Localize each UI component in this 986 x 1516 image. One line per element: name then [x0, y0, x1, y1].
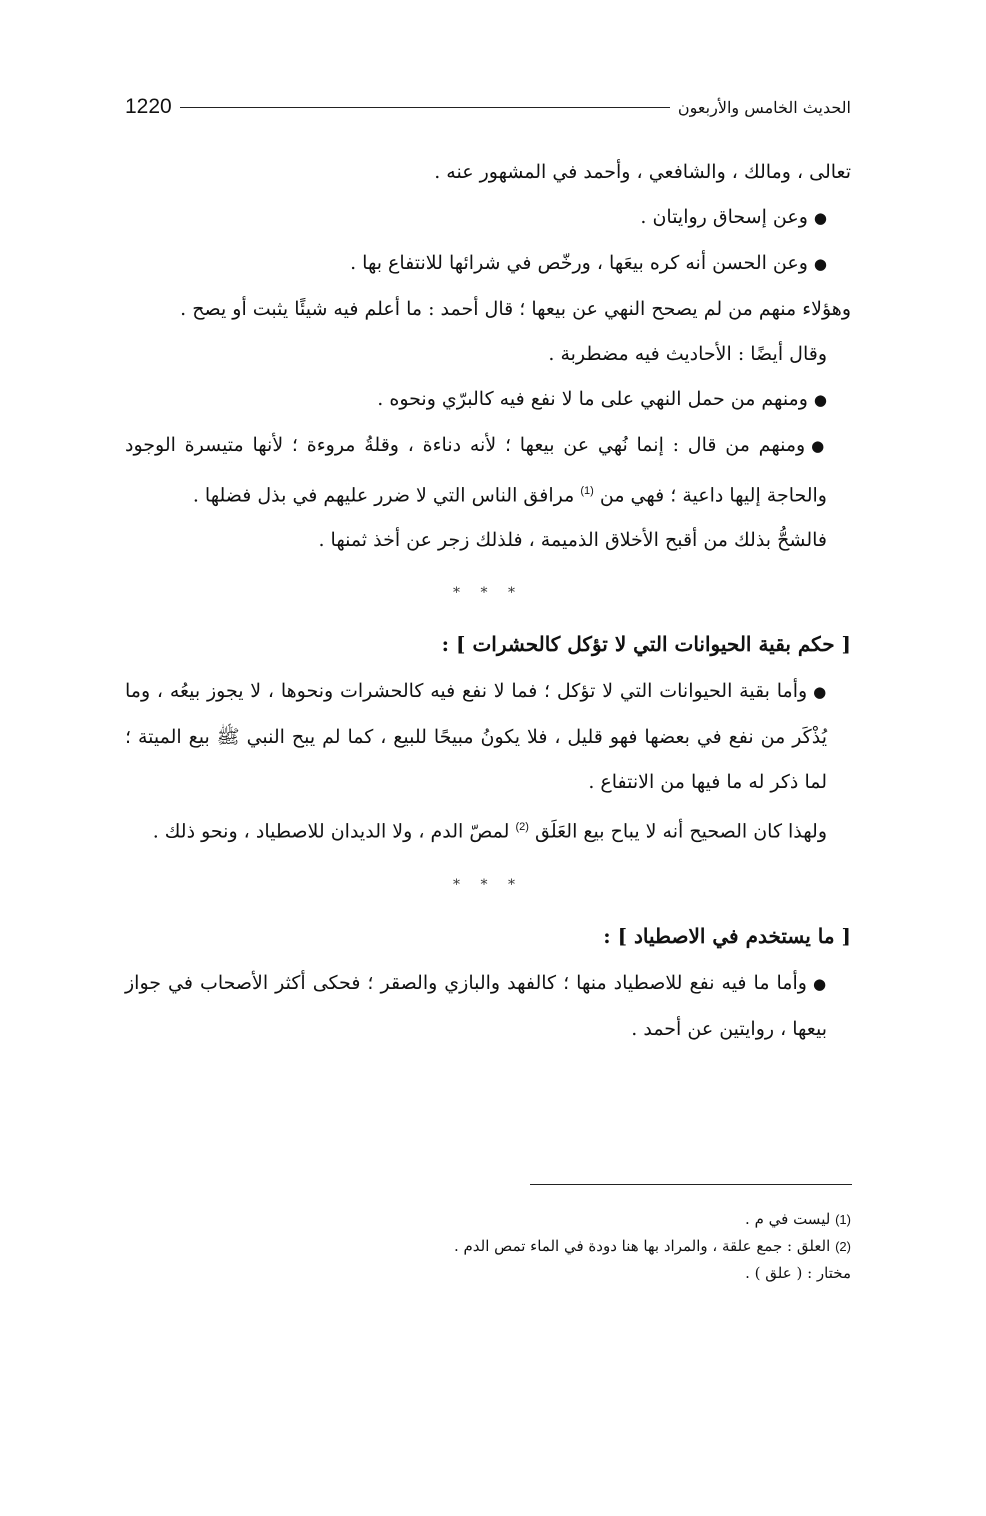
footnote-marker[interactable]: (2): [515, 821, 529, 834]
bullet-icon: ●: [813, 683, 827, 702]
bullet-icon: ●: [813, 255, 827, 273]
footnote-number: (2): [835, 1239, 851, 1254]
page-header: [125, 92, 851, 122]
bullet-icon: ●: [811, 437, 827, 455]
paragraph-text: مرافق الناس التي لا ضرر عليهم في بذل فضلها .: [192, 484, 575, 507]
footnote-text: العلق : جمع علقة ، والمراد بها هنا دودة في الماء تمص الدم .: [453, 1237, 831, 1255]
bullet-icon: ●: [813, 209, 827, 227]
bullet-icon: ●: [812, 974, 828, 993]
running-head: الحديث الخامس والأربعون: [677, 97, 851, 117]
paragraph-text: لمصّ الدم ، ولا الديدان للاصطياد ، ونحو ذلك .: [152, 820, 510, 843]
body-text: [125, 150, 851, 1052]
paragraph-text: وعن إسحاق روايتان .: [640, 206, 808, 228]
footnote: [125, 1206, 851, 1233]
page-number: 1220: [125, 95, 172, 118]
section-heading: [ حكم بقية الحيوانات التي لا تؤكل كالحشرات ] :: [441, 632, 851, 657]
paragraph: [125, 805, 851, 854]
bullet-paragraph: [125, 241, 851, 287]
paragraph: وقال أيضًا : الأحاديث فيه مضطربة .: [548, 343, 827, 365]
bullet-paragraph: [125, 961, 851, 1052]
paragraph-text: وعن الحسن أنه كره بيعَها ، ورخّص في شرائها للانتفاع بها .: [350, 252, 808, 274]
paragraph-text: ومنهم من حمل النهي على ما لا نفع فيه كالبرّي ونحوه .: [377, 388, 808, 410]
bullet-paragraph: [125, 377, 851, 423]
section-separator: * * *: [453, 585, 523, 602]
paragraph-text: وأما ما فيه نفع للاصطياد منها ؛ كالفهد والبازي والصقر ؛ فحكى أكثر الأصحاب في جواز بيعها ، روايتين عن أحمد .: [125, 971, 827, 1040]
footnote: [125, 1233, 851, 1260]
bullet-paragraph: [125, 669, 851, 805]
footnote-number: (1): [835, 1212, 851, 1227]
paragraph-text: ولهذا كان الصحيح أنه لا يباح بيع العَلَق: [534, 820, 827, 843]
paragraph-text: ومنهم من قال : إنما نُهي عن بيعها ؛ لأنه دناءة ، وقلةُ مروءة ؛ لأنها متيسرة الوجود والحاجة إليها داعية ؛ فهي من: [125, 434, 827, 507]
footnote-rule: [530, 1184, 852, 1185]
section-separator: * * *: [453, 876, 523, 893]
bullet-icon: ●: [813, 391, 827, 409]
section-heading: [ ما يستخدم في الاصطياد ] :: [603, 923, 851, 948]
bullet-paragraph: [125, 195, 851, 241]
paragraph-text: وأما بقية الحيوانات التي لا تؤكل ؛ فما لا نفع فيه كالحشرات ونحوها ، لا يجوز بيعُه ، وما يُذْكَر من نفع في بعضها فهو قليل ، فلا يكونُ مبيحًا للبيع ، كما لم يبح النبي ﷺ بيع الميتة ؛ لما ذكر له ما فيها من الانتفاع .: [125, 680, 827, 794]
bullet-paragraph: [125, 423, 851, 518]
paragraph: فالشحُّ بذلك من أقبح الأخلاق الذميمة ، فلذلك زجر عن أخذ ثمنها .: [318, 529, 827, 552]
footnote-text: ليست في م .: [745, 1210, 831, 1228]
footnotes: [125, 1206, 851, 1286]
footnote-continuation: مختار : ( علق ) .: [745, 1264, 851, 1282]
footnote-marker[interactable]: (1): [580, 485, 594, 497]
paragraph: تعالى ، ومالك ، والشافعي ، وأحمد في المشهور عنه .: [434, 161, 851, 183]
paragraph: وهؤلاء منهم من لم يصحح النهي عن بيعها ؛ قال أحمد : ما أعلم فيه شيئًا يثبت أو يصح .: [180, 298, 851, 320]
header-rule: [180, 107, 670, 108]
